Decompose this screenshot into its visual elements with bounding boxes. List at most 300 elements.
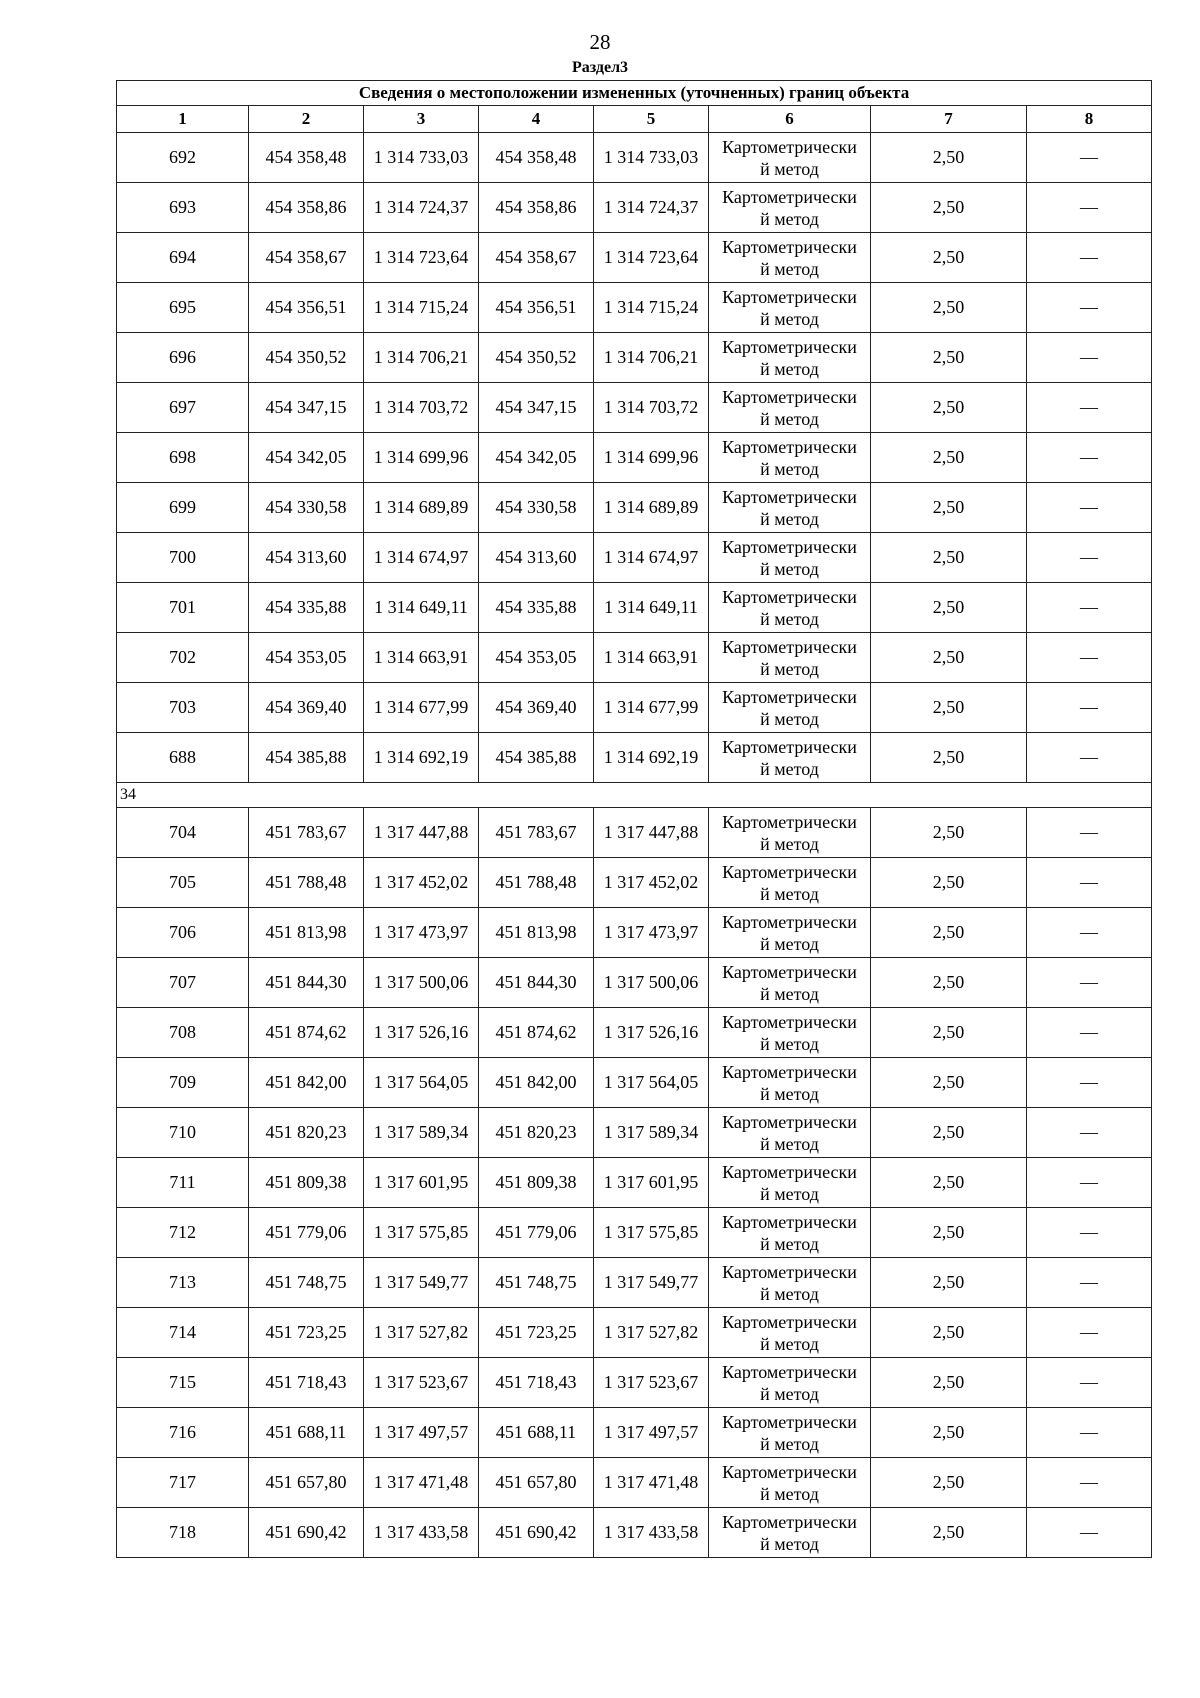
y-coordinate-new: 1 317 500,06 — [594, 958, 709, 1008]
point-number: 698 — [117, 433, 249, 483]
accuracy: 2,50 — [871, 633, 1027, 683]
method-line-2: й метод — [760, 608, 819, 629]
table-row — [117, 1508, 1152, 1558]
x-coordinate-existing: 451 748,75 — [249, 1258, 364, 1308]
x-coordinate-new: 451 718,43 — [479, 1358, 594, 1408]
y-coordinate-new: 1 317 601,95 — [594, 1158, 709, 1208]
point-number: 718 — [117, 1508, 249, 1558]
point-number: 713 — [117, 1258, 249, 1308]
x-coordinate-new: 451 657,80 — [479, 1458, 594, 1508]
method — [709, 858, 871, 908]
y-coordinate-new: 1 314 724,37 — [594, 183, 709, 233]
y-coordinate-new: 1 314 677,99 — [594, 683, 709, 733]
method — [709, 1408, 871, 1458]
method-line-1: Картометрически — [722, 961, 857, 982]
method-line-1: Картометрически — [722, 586, 857, 607]
method-line-1: Картометрически — [722, 1461, 857, 1482]
method — [709, 133, 871, 183]
x-coordinate-new: 451 783,67 — [479, 808, 594, 858]
accuracy: 2,50 — [871, 183, 1027, 233]
table-row — [117, 383, 1152, 433]
method — [709, 1358, 871, 1408]
point-number: 712 — [117, 1208, 249, 1258]
table-row — [117, 1008, 1152, 1058]
x-coordinate-new: 451 813,98 — [479, 908, 594, 958]
method — [709, 1008, 871, 1058]
y-coordinate-existing: 1 317 564,05 — [364, 1058, 479, 1108]
y-coordinate-new: 1 317 549,77 — [594, 1258, 709, 1308]
y-coordinate-existing: 1 317 549,77 — [364, 1258, 479, 1308]
accuracy: 2,50 — [871, 383, 1027, 433]
description: — — [1027, 1508, 1152, 1558]
method-line-2: й метод — [760, 358, 819, 379]
point-number: 714 — [117, 1308, 249, 1358]
point-number: 716 — [117, 1408, 249, 1458]
column-header: 3 — [364, 106, 479, 133]
method-line-2: й метод — [760, 1483, 819, 1504]
method-line-1: Картометрически — [722, 136, 857, 157]
point-number: 694 — [117, 233, 249, 283]
x-coordinate-new: 454 358,48 — [479, 133, 594, 183]
x-coordinate-existing: 454 330,58 — [249, 483, 364, 533]
method — [709, 733, 871, 783]
table-row — [117, 733, 1152, 783]
method-line-1: Картометрически — [722, 1411, 857, 1432]
method-line-1: Картометрически — [722, 861, 857, 882]
column-header: 1 — [117, 106, 249, 133]
method — [709, 1458, 871, 1508]
method-line-2: й метод — [760, 208, 819, 229]
table-body — [117, 133, 1152, 1558]
y-coordinate-new: 1 317 589,34 — [594, 1108, 709, 1158]
point-number: 696 — [117, 333, 249, 383]
method-line-2: й метод — [760, 1133, 819, 1154]
x-coordinate-existing: 451 874,62 — [249, 1008, 364, 1058]
table-row — [117, 1458, 1152, 1508]
method-line-1: Картометрически — [722, 1211, 857, 1232]
x-coordinate-new: 451 779,06 — [479, 1208, 594, 1258]
coordinates-table — [116, 80, 1152, 1558]
y-coordinate-existing: 1 317 527,82 — [364, 1308, 479, 1358]
point-number: 697 — [117, 383, 249, 433]
x-coordinate-existing: 451 688,11 — [249, 1408, 364, 1458]
y-coordinate-existing: 1 314 733,03 — [364, 133, 479, 183]
x-coordinate-existing: 454 353,05 — [249, 633, 364, 683]
description: — — [1027, 1058, 1152, 1108]
y-coordinate-existing: 1 317 523,67 — [364, 1358, 479, 1408]
method-line-2: й метод — [760, 558, 819, 579]
accuracy: 2,50 — [871, 733, 1027, 783]
method-line-1: Картометрически — [722, 436, 857, 457]
x-coordinate-new: 454 358,86 — [479, 183, 594, 233]
x-coordinate-new: 454 356,51 — [479, 283, 594, 333]
point-number: 706 — [117, 908, 249, 958]
method — [709, 1508, 871, 1558]
x-coordinate-existing: 454 342,05 — [249, 433, 364, 483]
y-coordinate-new: 1 314 689,89 — [594, 483, 709, 533]
method-line-1: Картометрически — [722, 1511, 857, 1532]
description: — — [1027, 958, 1152, 1008]
x-coordinate-existing: 451 723,25 — [249, 1308, 364, 1358]
method-line-1: Картометрически — [722, 1361, 857, 1382]
method-line-1: Картометрически — [722, 1061, 857, 1082]
method-line-1: Картометрически — [722, 1311, 857, 1332]
y-coordinate-new: 1 317 575,85 — [594, 1208, 709, 1258]
description: — — [1027, 1258, 1152, 1308]
accuracy: 2,50 — [871, 858, 1027, 908]
y-coordinate-existing: 1 317 601,95 — [364, 1158, 479, 1208]
description: — — [1027, 183, 1152, 233]
method-line-1: Картометрически — [722, 386, 857, 407]
description: — — [1027, 333, 1152, 383]
y-coordinate-existing: 1 317 589,34 — [364, 1108, 479, 1158]
description: — — [1027, 533, 1152, 583]
description: — — [1027, 683, 1152, 733]
y-coordinate-existing: 1 317 471,48 — [364, 1458, 479, 1508]
accuracy: 2,50 — [871, 1058, 1027, 1108]
description: — — [1027, 133, 1152, 183]
table-row — [117, 1358, 1152, 1408]
method — [709, 683, 871, 733]
y-coordinate-new: 1 317 452,02 — [594, 858, 709, 908]
point-number: 703 — [117, 683, 249, 733]
description: — — [1027, 1158, 1152, 1208]
x-coordinate-new: 451 688,11 — [479, 1408, 594, 1458]
method-line-1: Картометрически — [722, 811, 857, 832]
y-coordinate-new: 1 317 527,82 — [594, 1308, 709, 1358]
x-coordinate-existing: 451 813,98 — [249, 908, 364, 958]
y-coordinate-new: 1 317 471,48 — [594, 1458, 709, 1508]
x-coordinate-existing: 454 350,52 — [249, 333, 364, 383]
method-line-1: Картометрически — [722, 236, 857, 257]
point-number: 710 — [117, 1108, 249, 1158]
accuracy: 2,50 — [871, 1508, 1027, 1558]
table-row — [117, 1258, 1152, 1308]
accuracy: 2,50 — [871, 808, 1027, 858]
description: — — [1027, 1308, 1152, 1358]
description: — — [1027, 383, 1152, 433]
table-row — [117, 858, 1152, 908]
y-coordinate-existing: 1 314 663,91 — [364, 633, 479, 683]
point-number: 715 — [117, 1358, 249, 1408]
y-coordinate-new: 1 314 649,11 — [594, 583, 709, 633]
method-line-1: Картометрически — [722, 486, 857, 507]
y-coordinate-new: 1 314 715,24 — [594, 283, 709, 333]
x-coordinate-existing: 454 358,67 — [249, 233, 364, 283]
accuracy: 2,50 — [871, 1308, 1027, 1358]
point-number: 708 — [117, 1008, 249, 1058]
accuracy: 2,50 — [871, 1358, 1027, 1408]
table-row — [117, 583, 1152, 633]
column-header: 6 — [709, 106, 871, 133]
y-coordinate-new: 1 317 433,58 — [594, 1508, 709, 1558]
method — [709, 633, 871, 683]
point-number: 695 — [117, 283, 249, 333]
method — [709, 808, 871, 858]
accuracy: 2,50 — [871, 483, 1027, 533]
method-line-1: Картометрически — [722, 1011, 857, 1032]
method-line-2: й метод — [760, 833, 819, 854]
method-line-2: й метод — [760, 983, 819, 1004]
table-row — [117, 908, 1152, 958]
x-coordinate-new: 451 820,23 — [479, 1108, 594, 1158]
description: — — [1027, 808, 1152, 858]
x-coordinate-existing: 454 358,48 — [249, 133, 364, 183]
y-coordinate-existing: 1 314 706,21 — [364, 333, 479, 383]
description: — — [1027, 733, 1152, 783]
table-row — [117, 1058, 1152, 1108]
accuracy: 2,50 — [871, 1208, 1027, 1258]
point-number: 704 — [117, 808, 249, 858]
y-coordinate-new: 1 314 733,03 — [594, 133, 709, 183]
method — [709, 383, 871, 433]
point-number: 711 — [117, 1158, 249, 1208]
method — [709, 908, 871, 958]
table-row — [117, 958, 1152, 1008]
x-coordinate-new: 454 350,52 — [479, 333, 594, 383]
page-number: 28 — [589, 30, 611, 54]
y-coordinate-existing: 1 314 703,72 — [364, 383, 479, 433]
y-coordinate-existing: 1 317 497,57 — [364, 1408, 479, 1458]
method — [709, 433, 871, 483]
x-coordinate-new: 451 874,62 — [479, 1008, 594, 1058]
x-coordinate-existing: 451 657,80 — [249, 1458, 364, 1508]
y-coordinate-new: 1 314 699,96 — [594, 433, 709, 483]
table-row — [117, 233, 1152, 283]
method-line-1: Картометрически — [722, 186, 857, 207]
y-coordinate-new: 1 317 564,05 — [594, 1058, 709, 1108]
section-title: Раздел3 — [571, 59, 629, 76]
method — [709, 283, 871, 333]
method — [709, 533, 871, 583]
x-coordinate-existing: 454 313,60 — [249, 533, 364, 583]
x-coordinate-existing: 454 356,51 — [249, 283, 364, 333]
method-line-2: й метод — [760, 1233, 819, 1254]
y-coordinate-existing: 1 314 699,96 — [364, 433, 479, 483]
point-number: 688 — [117, 733, 249, 783]
method-line-2: й метод — [760, 1433, 819, 1454]
table-caption-row — [117, 81, 1152, 106]
y-coordinate-new: 1 314 706,21 — [594, 333, 709, 383]
table-row — [117, 683, 1152, 733]
accuracy: 2,50 — [871, 1458, 1027, 1508]
description: — — [1027, 1358, 1152, 1408]
table-row — [117, 1308, 1152, 1358]
x-coordinate-new: 451 842,00 — [479, 1058, 594, 1108]
method — [709, 1108, 871, 1158]
method-line-2: й метод — [760, 708, 819, 729]
method-line-2: й метод — [760, 1083, 819, 1104]
x-coordinate-new: 454 347,15 — [479, 383, 594, 433]
x-coordinate-existing: 454 347,15 — [249, 383, 364, 433]
x-coordinate-existing: 454 335,88 — [249, 583, 364, 633]
method — [709, 1208, 871, 1258]
x-coordinate-new: 454 369,40 — [479, 683, 594, 733]
x-coordinate-existing: 451 783,67 — [249, 808, 364, 858]
x-coordinate-existing: 451 844,30 — [249, 958, 364, 1008]
x-coordinate-new: 454 330,58 — [479, 483, 594, 533]
table-row — [117, 283, 1152, 333]
table-row — [117, 533, 1152, 583]
x-coordinate-existing: 454 385,88 — [249, 733, 364, 783]
method-line-2: й метод — [760, 1033, 819, 1054]
y-coordinate-new: 1 317 523,67 — [594, 1358, 709, 1408]
x-coordinate-new: 454 353,05 — [479, 633, 594, 683]
y-coordinate-existing: 1 314 692,19 — [364, 733, 479, 783]
y-coordinate-existing: 1 314 649,11 — [364, 583, 479, 633]
method-line-2: й метод — [760, 758, 819, 779]
y-coordinate-new: 1 317 447,88 — [594, 808, 709, 858]
y-coordinate-new: 1 317 497,57 — [594, 1408, 709, 1458]
group-row — [117, 783, 1152, 808]
x-coordinate-existing: 451 820,23 — [249, 1108, 364, 1158]
y-coordinate-new: 1 314 692,19 — [594, 733, 709, 783]
accuracy: 2,50 — [871, 283, 1027, 333]
description: — — [1027, 908, 1152, 958]
accuracy: 2,50 — [871, 1108, 1027, 1158]
point-number: 701 — [117, 583, 249, 633]
y-coordinate-new: 1 314 703,72 — [594, 383, 709, 433]
method-line-1: Картометрически — [722, 336, 857, 357]
point-number: 693 — [117, 183, 249, 233]
accuracy: 2,50 — [871, 233, 1027, 283]
x-coordinate-existing: 454 369,40 — [249, 683, 364, 733]
method — [709, 483, 871, 533]
x-coordinate-existing: 451 718,43 — [249, 1358, 364, 1408]
x-coordinate-existing: 451 809,38 — [249, 1158, 364, 1208]
method-line-2: й метод — [760, 508, 819, 529]
x-coordinate-existing: 451 788,48 — [249, 858, 364, 908]
table-row — [117, 183, 1152, 233]
y-coordinate-new: 1 314 674,97 — [594, 533, 709, 583]
y-coordinate-existing: 1 317 500,06 — [364, 958, 479, 1008]
x-coordinate-new: 454 385,88 — [479, 733, 594, 783]
y-coordinate-existing: 1 317 526,16 — [364, 1008, 479, 1058]
y-coordinate-existing: 1 314 674,97 — [364, 533, 479, 583]
column-header: 2 — [249, 106, 364, 133]
description: — — [1027, 1008, 1152, 1058]
point-number: 707 — [117, 958, 249, 1008]
column-header-row — [117, 106, 1152, 133]
method — [709, 233, 871, 283]
description: — — [1027, 433, 1152, 483]
method-line-2: й метод — [760, 658, 819, 679]
accuracy: 2,50 — [871, 958, 1027, 1008]
table-row — [117, 1208, 1152, 1258]
y-coordinate-existing: 1 314 723,64 — [364, 233, 479, 283]
table-row — [117, 133, 1152, 183]
method — [709, 958, 871, 1008]
method-line-1: Картометрически — [722, 1161, 857, 1182]
method-line-2: й метод — [760, 158, 819, 179]
y-coordinate-existing: 1 317 433,58 — [364, 1508, 479, 1558]
x-coordinate-new: 451 690,42 — [479, 1508, 594, 1558]
table-row — [117, 808, 1152, 858]
method — [709, 183, 871, 233]
accuracy: 2,50 — [871, 433, 1027, 483]
method-line-2: й метод — [760, 408, 819, 429]
description: — — [1027, 283, 1152, 333]
x-coordinate-new: 454 313,60 — [479, 533, 594, 583]
description: — — [1027, 1108, 1152, 1158]
method-line-1: Картометрически — [722, 636, 857, 657]
column-header: 8 — [1027, 106, 1152, 133]
point-number: 717 — [117, 1458, 249, 1508]
description: — — [1027, 633, 1152, 683]
table-row — [117, 1108, 1152, 1158]
method-line-1: Картометрически — [722, 1111, 857, 1132]
method-line-2: й метод — [760, 308, 819, 329]
x-coordinate-existing: 451 690,42 — [249, 1508, 364, 1558]
table-row — [117, 1158, 1152, 1208]
y-coordinate-new: 1 317 526,16 — [594, 1008, 709, 1058]
y-coordinate-new: 1 314 723,64 — [594, 233, 709, 283]
y-coordinate-existing: 1 314 715,24 — [364, 283, 479, 333]
method-line-2: й метод — [760, 1283, 819, 1304]
point-number: 700 — [117, 533, 249, 583]
description: — — [1027, 1458, 1152, 1508]
description: — — [1027, 1408, 1152, 1458]
method — [709, 1308, 871, 1358]
method-line-1: Картометрически — [722, 686, 857, 707]
table-row — [117, 483, 1152, 533]
accuracy: 2,50 — [871, 583, 1027, 633]
description: — — [1027, 483, 1152, 533]
method-line-2: й метод — [760, 883, 819, 904]
table-row — [117, 633, 1152, 683]
accuracy: 2,50 — [871, 1158, 1027, 1208]
method-line-1: Картометрически — [722, 536, 857, 557]
table-caption: Сведения о местоположении измененных (уточненных) границ объекта — [117, 81, 1152, 106]
y-coordinate-existing: 1 317 452,02 — [364, 858, 479, 908]
column-header: 7 — [871, 106, 1027, 133]
y-coordinate-existing: 1 317 473,97 — [364, 908, 479, 958]
method-line-1: Картометрически — [722, 1261, 857, 1282]
accuracy: 2,50 — [871, 133, 1027, 183]
x-coordinate-new: 454 358,67 — [479, 233, 594, 283]
method-line-1: Картометрически — [722, 736, 857, 757]
point-number: 709 — [117, 1058, 249, 1108]
accuracy: 2,50 — [871, 1258, 1027, 1308]
method-line-2: й метод — [760, 1383, 819, 1404]
x-coordinate-new: 451 844,30 — [479, 958, 594, 1008]
y-coordinate-existing: 1 314 689,89 — [364, 483, 479, 533]
method-line-1: Картометрически — [722, 286, 857, 307]
method — [709, 1058, 871, 1108]
point-number: 705 — [117, 858, 249, 908]
description: — — [1027, 858, 1152, 908]
column-header: 4 — [479, 106, 594, 133]
table-row — [117, 1408, 1152, 1458]
accuracy: 2,50 — [871, 683, 1027, 733]
table-row — [117, 333, 1152, 383]
description: — — [1027, 1208, 1152, 1258]
description: — — [1027, 233, 1152, 283]
x-coordinate-new: 451 748,75 — [479, 1258, 594, 1308]
point-number: 702 — [117, 633, 249, 683]
point-number: 699 — [117, 483, 249, 533]
y-coordinate-existing: 1 314 677,99 — [364, 683, 479, 733]
method-line-1: Картометрически — [722, 911, 857, 932]
method-line-2: й метод — [760, 458, 819, 479]
x-coordinate-existing: 451 779,06 — [249, 1208, 364, 1258]
method-line-2: й метод — [760, 933, 819, 954]
table-row — [117, 433, 1152, 483]
method-line-2: й метод — [760, 1333, 819, 1354]
y-coordinate-new: 1 317 473,97 — [594, 908, 709, 958]
x-coordinate-new: 451 809,38 — [479, 1158, 594, 1208]
column-header: 5 — [594, 106, 709, 133]
